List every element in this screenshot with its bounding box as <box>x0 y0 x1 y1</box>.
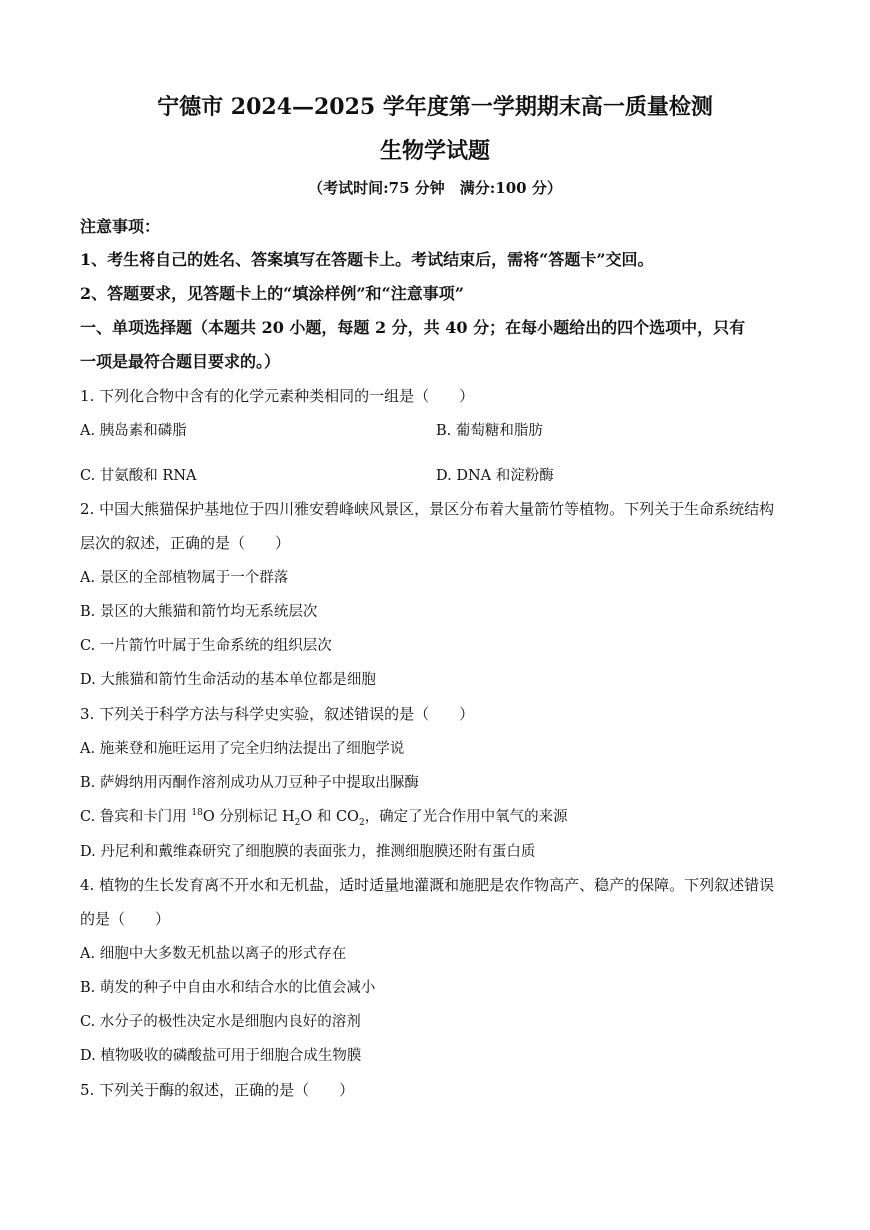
question-1-option-c: C. 甘氨酸和 RNA <box>80 468 197 484</box>
q3c-subscript-1: 2 <box>294 817 301 828</box>
q3c-text-1: C. 鲁宾和卡门用 <box>80 809 192 825</box>
q3c-text-2: O 分别标记 H <box>202 809 295 825</box>
question-2-option-a: A. 景区的全部植物属于一个群落 <box>80 570 289 586</box>
exam-title: 宁德市 2024—2025 学年度第一学期期末高一质量检测 <box>157 94 713 120</box>
notice-heading: 注意事项： <box>80 217 161 236</box>
question-2-option-d: D. 大熊猫和箭竹生命活动的基本单位都是细胞 <box>80 672 376 688</box>
question-1-stem: 1. 下列化合物中含有的化学元素种类相同的一组是（ ） <box>80 387 475 405</box>
question-2-stem-line-1: 2. 中国大熊猫保护基地位于四川雅安碧峰峡风景区，景区分布着大量箭竹等植物。下列关于生命系统结构 <box>80 500 775 518</box>
section-heading-line-2: 一项是最符合题目要求的。） <box>80 352 281 371</box>
question-1-option-a: A. 胰岛素和磷脂 <box>80 423 187 439</box>
section-heading-line-1: 一、单项选择题（本题共 20 小题，每题 2 分，共 40 分；在每小题给出的四个选项中，只有 <box>80 318 746 337</box>
notice-item-2: 2、答题要求，见答题卡上的“填涂样例”和“注意事项” <box>80 284 464 303</box>
question-2-option-c: C. 一片箭竹叶属于生命系统的组织层次 <box>80 638 332 654</box>
q3c-subscript-2: 2 <box>358 817 365 828</box>
question-3-option-c <box>80 805 568 828</box>
question-1-option-d: D. DNA 和淀粉酶 <box>436 468 554 484</box>
question-3-option-d: D. 丹尼利和戴维森研究了细胞膜的表面张力，推测细胞膜还附有蛋白质 <box>80 844 536 860</box>
exam-subtitle: 生物学试题 <box>379 138 490 164</box>
q3c-isotope-mass: 18 <box>191 808 203 819</box>
notice-item-1: 1、考生将自己的姓名、答案填写在答题卡上。考试结束后，需将“答题卡”交回。 <box>80 250 654 269</box>
question-3-option-b: B. 萨姆纳用丙酮作溶剂成功从刀豆种子中提取出脲酶 <box>80 775 419 791</box>
question-4-stem-line-1: 4. 植物的生长发育离不开水和无机盐，适时适量地灌溉和施肥是农作物高产、稳产的保障。下列叙述错误 <box>80 876 775 894</box>
question-1-option-b: B. 葡萄糖和脂肪 <box>436 423 543 439</box>
question-4-option-a: A. 细胞中大多数无机盐以离子的形式存在 <box>80 946 347 962</box>
question-5-stem: 5. 下列关于酶的叙述，正确的是（ ） <box>80 1081 355 1099</box>
question-2-stem-line-2: 层次的叙述，正确的是（ ） <box>80 534 291 552</box>
question-3-option-a: A. 施莱登和施旺运用了完全归纳法提出了细胞学说 <box>80 741 405 757</box>
question-4-option-b: B. 萌发的种子中自由水和结合水的比值会减小 <box>80 980 376 996</box>
question-4-option-d: D. 植物吸收的磷酸盐可用于细胞合成生物膜 <box>80 1048 362 1064</box>
exam-info: （考试时间:75 分钟 满分:100 分） <box>308 179 562 197</box>
question-4-option-c: C. 水分子的极性决定水是细胞内良好的溶剂 <box>80 1014 361 1030</box>
question-2-option-b: B. 景区的大熊猫和箭竹均无系统层次 <box>80 604 318 620</box>
q3c-text-3: O 和 CO <box>300 809 359 825</box>
question-4-stem-line-2: 的是（ ） <box>80 910 171 928</box>
question-3-stem: 3. 下列关于科学方法与科学史实验，叙述错误的是（ ） <box>80 705 475 723</box>
q3c-text-4: ，确定了光合作用中氧气的来源 <box>364 809 568 825</box>
